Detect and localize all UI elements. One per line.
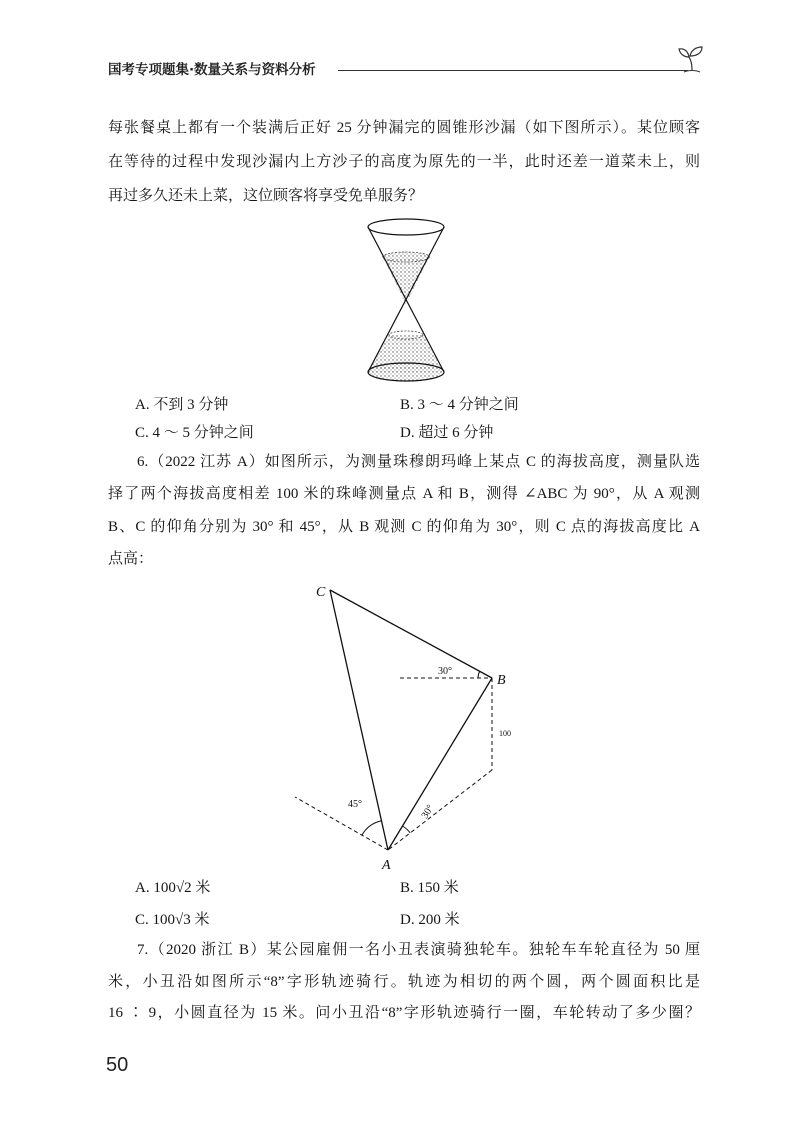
q6-text-line-3: B、C 的仰角分别为 30° 和 45°，从 B 观测 C 的仰角为 30°，则 C 点的海拔高度比 A — [108, 519, 700, 535]
q6-option-d: D. 200 米 — [400, 912, 460, 928]
q5-text-line-1: 每张餐桌上都有一个装满后正好 25 分钟漏完的圆锥形沙漏（如下图所示）。某位顾客 — [108, 120, 700, 136]
angle-arc-a-right — [403, 826, 411, 833]
point-b-label: B — [497, 673, 506, 688]
hourglass-bottom-base — [368, 363, 444, 381]
sprout-icon — [676, 42, 708, 74]
triangle-figure — [280, 570, 530, 875]
angle-arc-b — [478, 671, 480, 678]
upper-sand — [383, 257, 430, 305]
hourglass-figure — [360, 215, 452, 387]
q5-option-c: C. 4 ～ 5 分钟之间 — [135, 425, 254, 441]
q5-option-a: A. 不到 3 分钟 — [135, 397, 229, 413]
upper-sand-surface — [383, 252, 430, 262]
q7-text-line-2: 米，小丑沿如图所示“8”字形轨迹骑行。轨迹为相切的两个圆，两个圆面积比是 — [108, 974, 700, 990]
q5-text-line-2: 在等待的过程中发现沙漏内上方沙子的高度为原先的一半，此时还差一道菜未上，则 — [108, 154, 700, 170]
q6-option-b: B. 150 米 — [400, 880, 459, 896]
q6-text-line-1: 6.（2022 江苏 A）如图所示，为测量珠穆朗玛峰上某点 C 的海拔高度，测量队选 — [137, 454, 700, 470]
q6-option-a: A. 100√2 米 — [135, 880, 211, 896]
height-label: 100 — [499, 729, 511, 738]
segment-ba — [388, 678, 492, 850]
angle-a-left-label: 45° — [348, 799, 362, 810]
point-a-label: A — [382, 858, 391, 873]
header-rule — [338, 70, 688, 71]
running-header-title: 国考专项题集·数量关系与资料分析 — [108, 62, 316, 78]
q6-text-line-2: 择了两个海拔高度相差 100 米的珠峰测量点 A 和 B，测得 ∠ABC 为 90°，从 A 观测 — [108, 486, 700, 502]
q7-text-line-3: 16 ∶ 9，小圆直径为 15 米。问小丑沿“8”字形轨迹骑行一圈，车轮转动了多少圈？ — [108, 1005, 700, 1021]
q7-text-line-1: 7.（2020 浙江 B）某公园雇佣一名小丑表演骑独轮车。独轮车车轮直径为 50 厘 — [137, 942, 700, 958]
page-number: 50 — [106, 1054, 129, 1076]
q6-option-c: C. 100√3 米 — [135, 912, 210, 928]
angle-b-label: 30° — [438, 666, 452, 677]
angle-arc-a-left — [362, 821, 382, 835]
angle-a-right-label: 30° — [419, 803, 437, 821]
hourglass-top-rim — [368, 219, 444, 235]
q5-option-b: B. 3 ～ 4 分钟之间 — [400, 397, 519, 413]
horizontal-projection-ab — [388, 770, 492, 850]
q6-text-line-4: 点高： — [108, 551, 154, 567]
q5-option-d: D. 超过 6 分钟 — [400, 425, 494, 441]
segment-cb — [330, 590, 492, 678]
point-c-label: C — [316, 585, 326, 600]
segment-ac — [330, 590, 388, 850]
q5-text-line-3: 再过多久还未上菜，这位顾客将享受免单服务？ — [108, 188, 424, 204]
